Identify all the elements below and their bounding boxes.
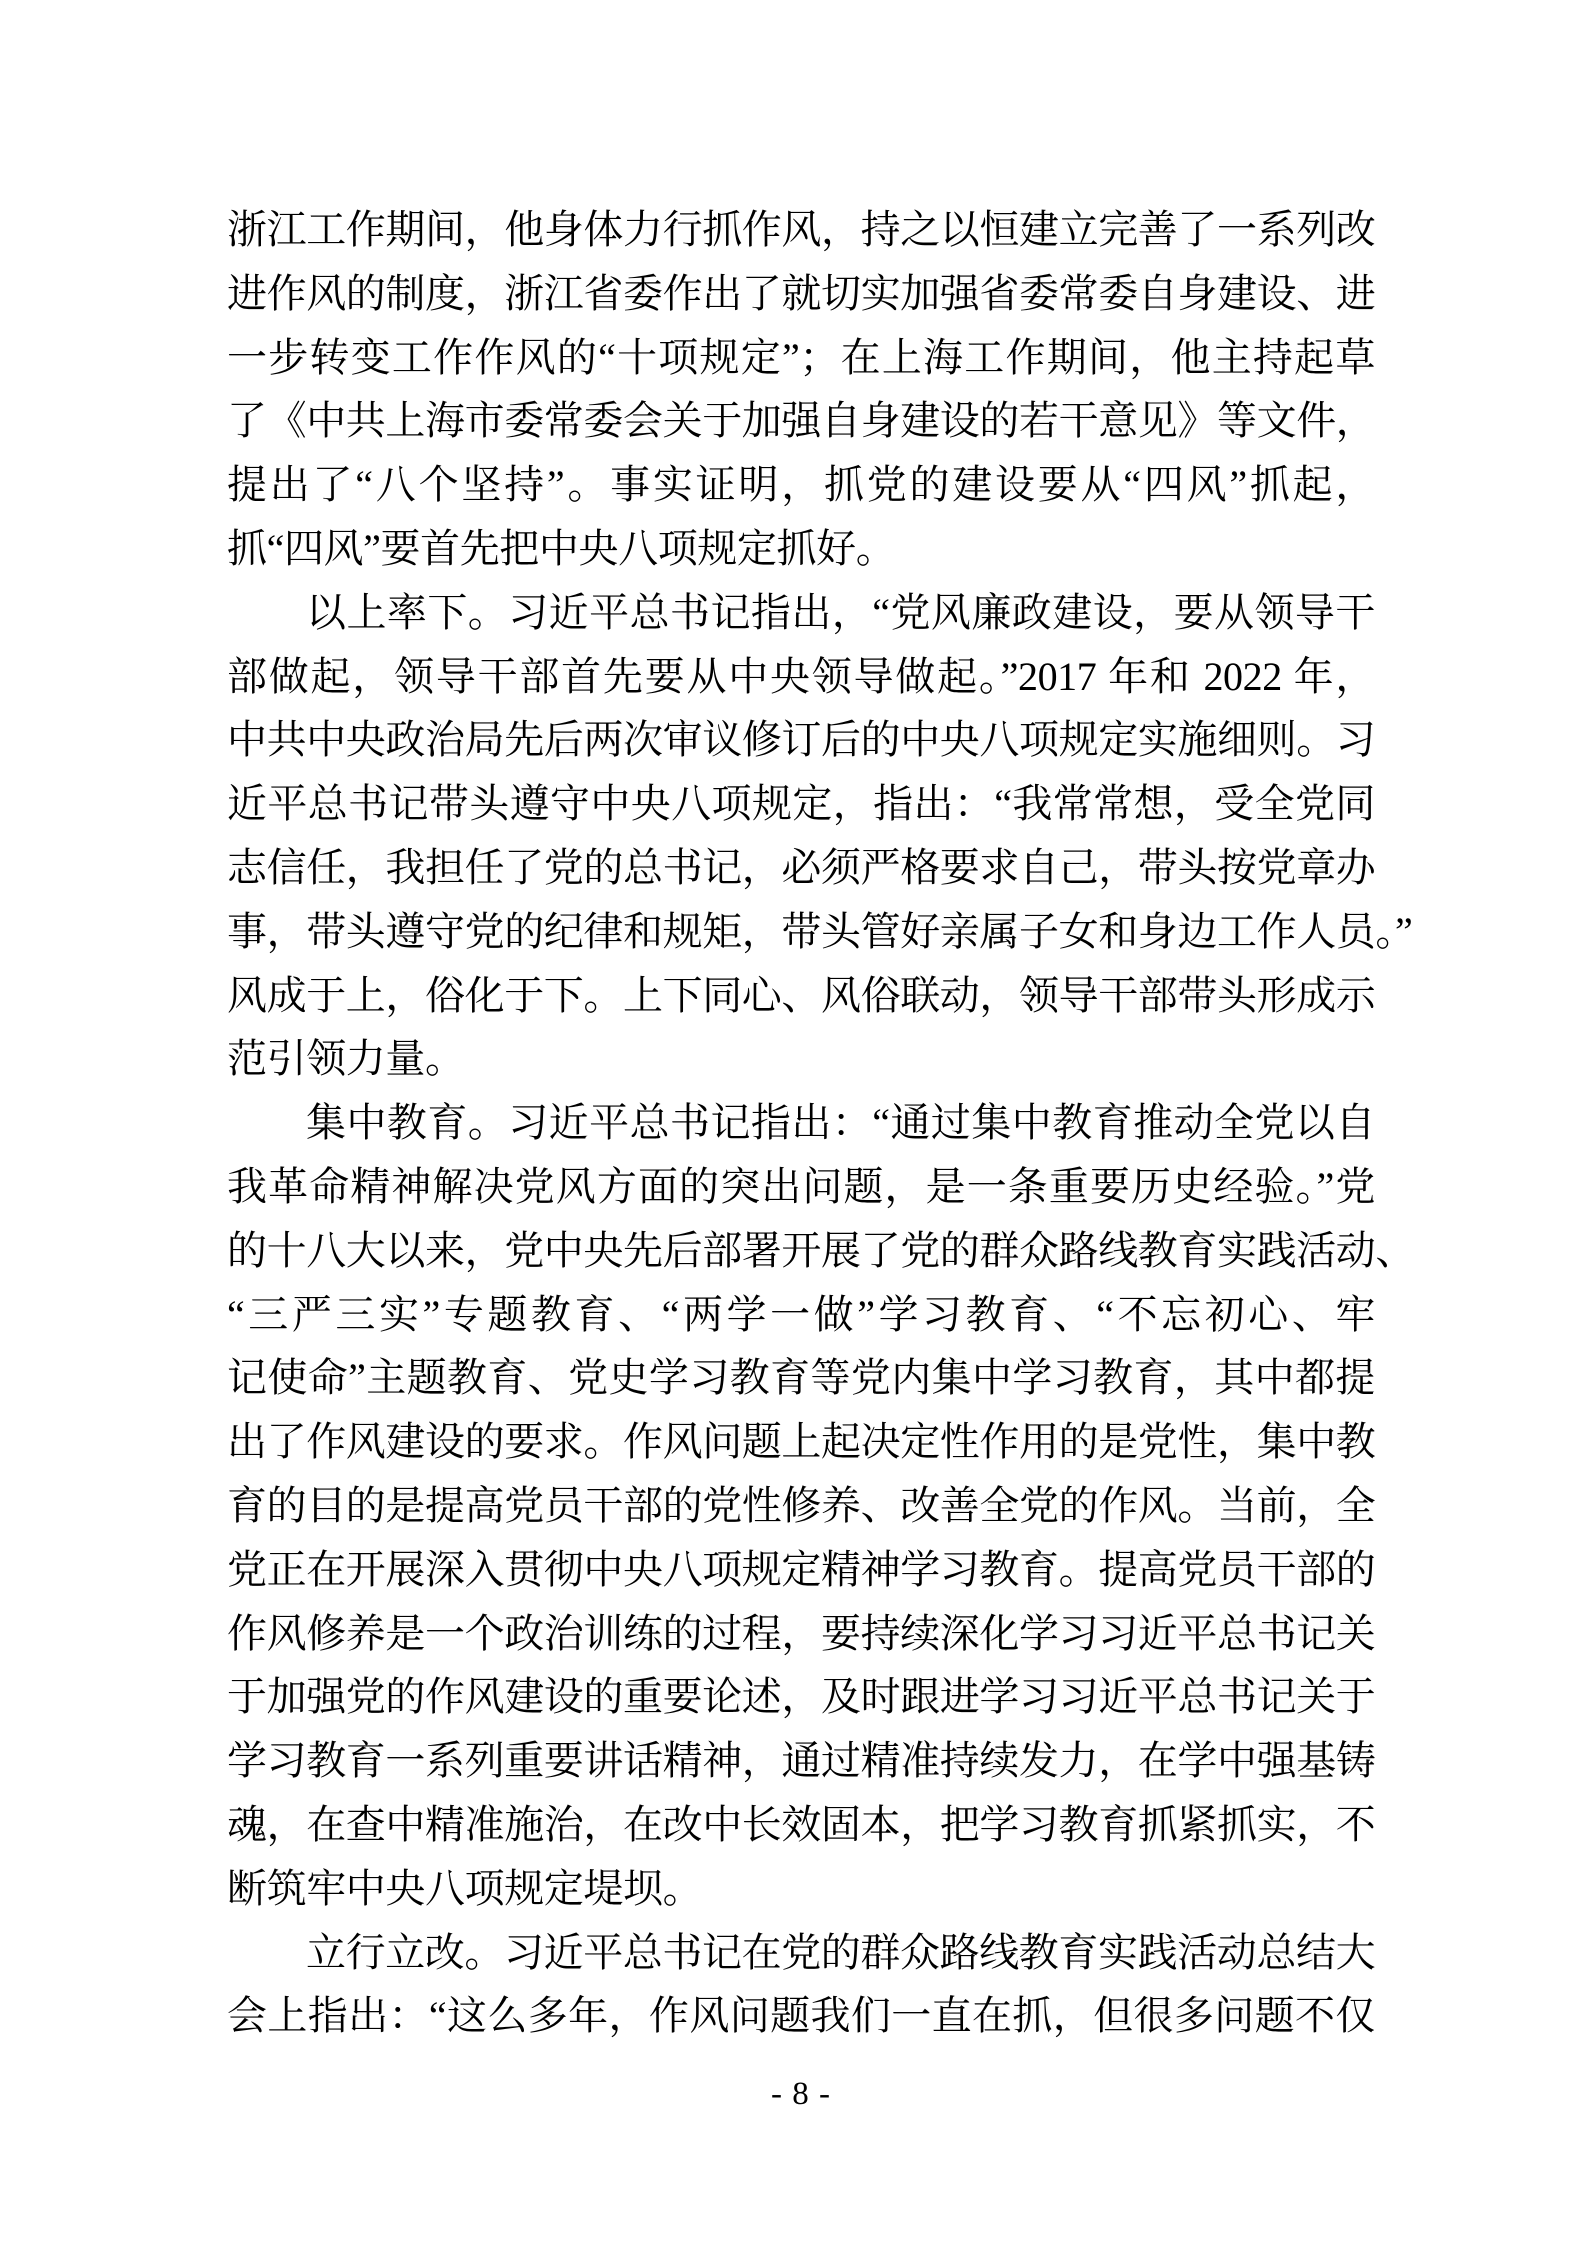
text-line: 浙江工作期间，他身体力行抓作风，持之以恒建立完善了一系列改 — [227, 207, 1376, 252]
text-line: 魂，在查中精准施治，在改中长效固本，把学习教育抓紧抓实，不 — [227, 1801, 1376, 1847]
text-line: 会上指出：“这么多年，作风问题我们一直在抓，但很多问题不仅 — [227, 1993, 1375, 2039]
text-line: 范引领力量。 — [227, 1036, 465, 1082]
text-line: 以上率下。习近平总书记指出，“党风廉政建设，要从领导干 — [306, 589, 1375, 635]
paragraph — [227, 1091, 1415, 1920]
text-line: 抓“四风”要首先把中央八项规定抓好。 — [227, 525, 896, 571]
text-line: 作风修养是一个政治训练的过程，要持续深化学习习近平总书记关 — [227, 1610, 1376, 1656]
text-line: “三严三实”专题教育、“两学一做”学习教育、“不忘初心、牢 — [227, 1291, 1375, 1337]
text-line: 进作风的制度，浙江省委作出了就切实加强省委常委自身建设、进 — [227, 270, 1376, 316]
text-line: 提出了“八个坚持”。事实证明，抓党的建设要从“四风”抓起， — [227, 462, 1375, 508]
text-line: 断筑牢中央八项规定堤坝。 — [227, 1865, 703, 1911]
text-line: 近平总书记带头遵守中央八项规定，指出：“我常常想，受全党同 — [227, 781, 1375, 827]
text-line: 部做起，领导干部首先要从中央领导做起。”2017 年和 2022 年， — [227, 653, 1375, 699]
text-line: 于加强党的作风建设的重要论述，及时跟进学习习近平总书记关于 — [227, 1674, 1376, 1720]
paragraph — [227, 1921, 1375, 2049]
text-line: 风成于上，俗化于下。上下同心、风俗联动，领导干部带头形成示 — [227, 972, 1376, 1018]
text-line: 党正在开展深入贯彻中央八项规定精神学习教育。提高党员干部的 — [227, 1546, 1376, 1592]
text-line: 立行立改。习近平总书记在党的群众路线教育实践活动总结大 — [306, 1929, 1376, 1975]
text-line: 集中教育。习近平总书记指出：“通过集中教育推动全党以自 — [306, 1100, 1375, 1146]
text-line: 中共中央政治局先后两次审议修订后的中央八项规定实施细则。习 — [227, 717, 1376, 763]
text-line: 志信任，我担任了党的总书记，必须严格要求自己，带头按党章办 — [227, 844, 1376, 890]
text-line: 事，带头遵守党的纪律和规矩，带头管好亲属子女和身边工作人员。” — [227, 908, 1413, 954]
text-line: 一步转变工作作风的“十项规定”；在上海工作期间，他主持起草 — [227, 334, 1375, 380]
text-line: 学习教育一系列重要讲话精神，通过精准持续发力，在学中强基铸 — [227, 1738, 1376, 1784]
text-line: 出了作风建设的要求。作风问题上起决定性作用的是党性，集中教 — [227, 1419, 1376, 1465]
text-line: 了《中共上海市委常委会关于加强自身建设的若干意见》等文件， — [227, 398, 1376, 444]
text-line: 我革命精神解决党风方面的突出问题，是一条重要历史经验。”党 — [227, 1163, 1375, 1209]
text-line: 的十八大以来，党中央先后部署开展了党的群众路线教育实践活动、 — [227, 1227, 1415, 1273]
paragraph — [227, 198, 1375, 581]
text-line: 育的目的是提高党员干部的党性修养、改善全党的作风。当前，全 — [227, 1482, 1376, 1528]
page-number: - 8 - — [771, 2076, 831, 2112]
text-line: 记使命”主题教育、党史学习教育等党内集中学习教育，其中都提 — [227, 1355, 1375, 1401]
paragraph — [227, 581, 1413, 1091]
text-block — [227, 198, 1415, 2048]
